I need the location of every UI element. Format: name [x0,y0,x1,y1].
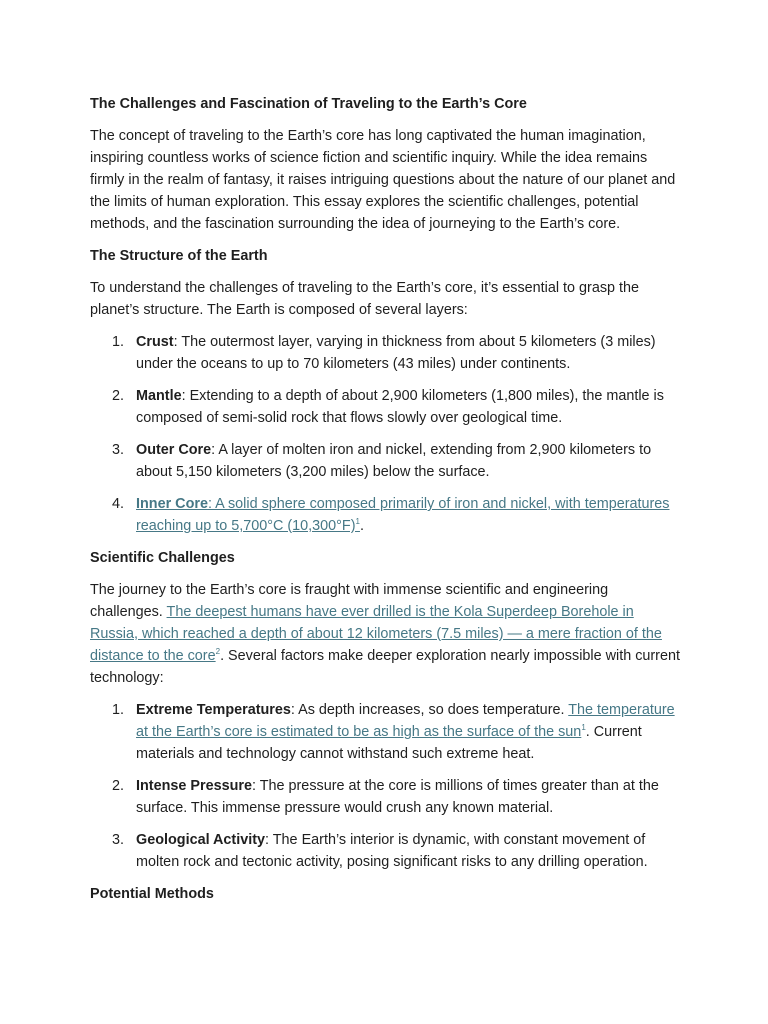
list-number: 1. [112,334,125,350]
challenges-list [90,699,680,873]
extreme-temperatures-tail: . Current materials and technology cannot withstand such extreme heat. [136,724,642,762]
document-title: The Challenges and Fascination of Traveling to the Earth’s Core [90,96,527,112]
inner-core-tail: . [359,518,364,534]
crust-description: : The outermost layer, varying in thickness from about 5 kilometers (3 miles) under the oceans to up to 70 kilometers (43 miles) under continents. [136,334,656,372]
list-item-crust [90,331,680,375]
footnote-marker[interactable]: 1 [581,723,586,733]
challenges-lead-end: . Several factors make deeper exploration nearly impossible with current technology: [90,648,680,686]
list-item-inner-core [90,493,680,537]
intense-pressure-text: : The pressure at the core is millions of times greater than at the surface. This immense pressure would crush any known material. [136,778,659,816]
list-number: 3. [112,832,125,848]
list-number: 4. [112,496,125,512]
term-extreme-temperatures: Extreme Temperatures [136,702,291,718]
mantle-description: : Extending to a depth of about 2,900 kilometers (1,800 miles), the mantle is composed of semi-solid rock that flows slowly over geological time. [136,388,664,426]
list-number: 1. [112,702,125,718]
geological-activity-text: : The Earth’s interior is dynamic, with constant movement of molten rock and tectonic activity, posing significant risks to any drilling operation. [136,832,648,870]
challenges-lead-paragraph [90,579,680,689]
term-outer-core: Outer Core [136,442,212,458]
inner-core-link-text: : A solid sphere composed primarily of iron and nickel, with temperatures reaching up to 5,700°C (10,300°F) [136,496,670,534]
list-item-outer-core [90,439,680,483]
footnote-marker[interactable]: 1 [355,517,360,527]
list-item-intense-pressure [90,775,680,819]
list-number: 2. [112,388,125,404]
list-item-mantle [90,385,680,429]
list-item-geological-activity [90,829,680,873]
list-number: 2. [112,778,125,794]
section-heading-structure: The Structure of the Earth [90,248,268,264]
section-heading-methods: Potential Methods [90,886,214,902]
term-intense-pressure: Intense Pressure [136,778,252,794]
core-temperature-link[interactable]: The temperature at the Earth’s core is estimated to be as high as the surface of the sun [136,702,675,740]
inner-core-link[interactable] [136,496,670,534]
footnote-marker[interactable]: 2 [215,647,221,657]
challenges-lead-start: The journey to the Earth’s core is fraught with immense scientific and engineering challenges. [90,582,609,620]
structure-lead-paragraph: To understand the challenges of traveling to the Earth’s core, it’s essential to grasp the planet’s structure. The Earth is composed of several layers: [90,280,640,318]
term-crust: Crust [136,334,174,350]
term-inner-core: Inner Core [136,496,208,512]
outer-core-description: : A layer of molten iron and nickel, extending from 2,900 kilometers to about 5,150 kilometers (3,200 miles) below the surface. [136,442,652,480]
list-number: 3. [112,442,125,458]
extreme-temperatures-text: : As depth increases, so does temperature. [290,702,569,718]
section-heading-challenges: Scientific Challenges [90,550,235,566]
list-item-extreme-temperatures [90,699,680,765]
term-geological-activity: Geological Activity [136,832,266,848]
earth-layers-list [90,331,680,537]
intro-paragraph: The concept of traveling to the Earth’s core has long captivated the human imagination, inspiring countless works of science fiction and scientific inquiry. While the idea remains firmly in the realm of fantasy, it raises intriguing questions about the nature of our planet and the limits of human exploration. This essay explores the scientific challenges, potential methods, and the fascination surrounding the idea of journeying to the Earth’s core. [90,128,676,232]
term-mantle: Mantle [136,388,182,404]
kola-borehole-link[interactable]: The deepest humans have ever drilled is the Kola Superdeep Borehole in Russia, which reached a depth of about 12 kilometers (7.5 miles) — a mere fraction of the distance to the core [90,604,662,664]
